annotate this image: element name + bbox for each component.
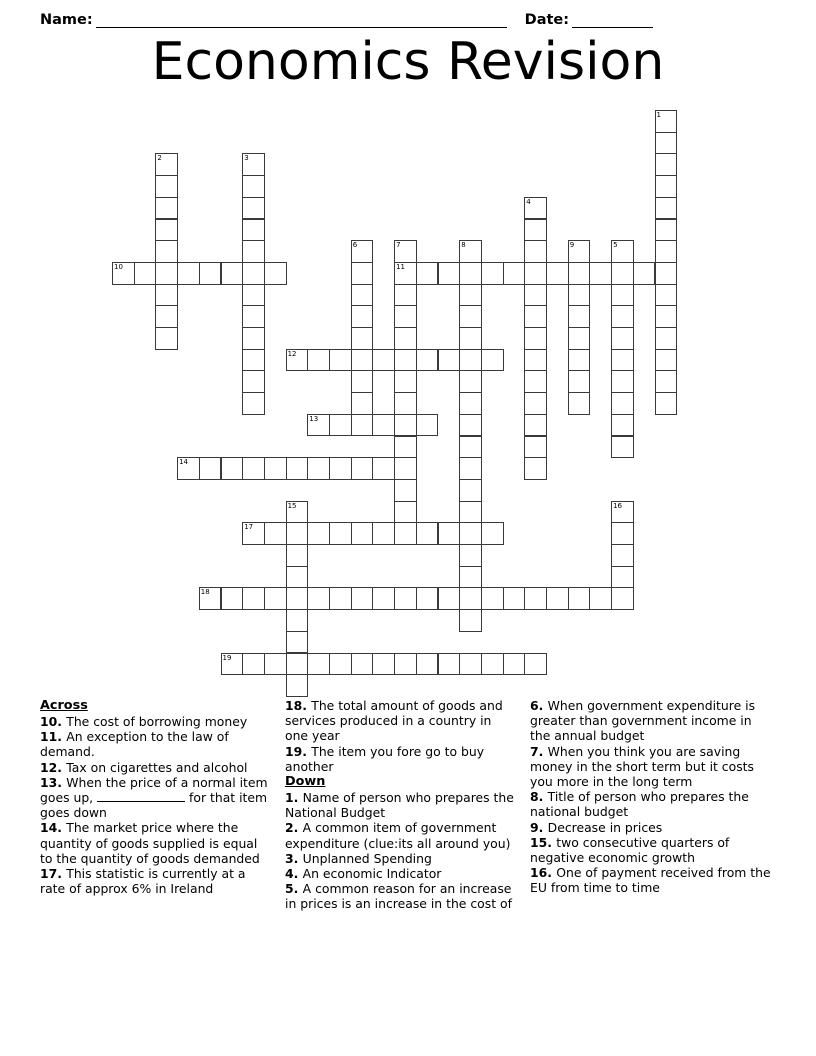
- clue-text: An economic Indicator: [302, 866, 442, 882]
- crossword-cell[interactable]: [655, 284, 678, 307]
- date-label: Date:: [524, 12, 570, 28]
- clue-number: 2.: [285, 820, 303, 836]
- crossword-cell[interactable]: [611, 327, 634, 350]
- crossword-cell[interactable]: [242, 219, 265, 242]
- clue-number: 5.: [285, 881, 303, 897]
- cell-number: 4: [526, 197, 531, 206]
- crossword-cell[interactable]: [459, 479, 482, 502]
- cell-number: 12: [287, 349, 297, 358]
- clue-item: [285, 820, 517, 850]
- crossword-cell[interactable]: [611, 284, 634, 307]
- clue-number: 11.: [40, 729, 67, 745]
- crossword-cell[interactable]: [394, 457, 417, 480]
- crossword-cell[interactable]: [481, 262, 504, 285]
- crossword-cell[interactable]: [524, 327, 547, 350]
- clue-item: [530, 835, 772, 865]
- crossword-cell[interactable]: [286, 501, 309, 524]
- down-heading: Down: [285, 774, 326, 790]
- clues-column-2: [285, 698, 525, 998]
- crossword-cell[interactable]: [351, 522, 374, 545]
- crossword-cell[interactable]: [264, 653, 287, 676]
- crossword-cell[interactable]: [221, 653, 244, 676]
- crossword-cell[interactable]: [655, 370, 678, 393]
- clue-text: Decrease in prices: [547, 819, 663, 835]
- crossword-cell[interactable]: [655, 349, 678, 372]
- clue-item: [530, 698, 772, 744]
- clue-number: 8.: [530, 789, 548, 805]
- crossword-cell[interactable]: [242, 653, 265, 676]
- crossword-cell[interactable]: [459, 284, 482, 307]
- crossword-cell[interactable]: [155, 197, 178, 220]
- crossword-cell[interactable]: [155, 240, 178, 263]
- cell-number: 1: [656, 111, 661, 119]
- crossword-cell[interactable]: [242, 392, 265, 415]
- clue-text: Name of person who prepares the National Budget: [285, 790, 514, 821]
- clue-number: 18.: [285, 698, 312, 713]
- crossword-cell[interactable]: [655, 305, 678, 328]
- crossword-cell[interactable]: [221, 457, 244, 480]
- clue-text: A common reason for an increase in prices is an increase in the cost of: [285, 881, 512, 912]
- crossword-cell[interactable]: [524, 240, 547, 263]
- clue-number: 16.: [530, 865, 557, 881]
- crossword-cell[interactable]: [199, 457, 222, 480]
- crossword-cell[interactable]: [416, 349, 439, 372]
- clues-column-1: [40, 698, 280, 998]
- crossword-cell[interactable]: [611, 349, 634, 372]
- crossword-cell[interactable]: [286, 674, 309, 697]
- crossword-cell[interactable]: [524, 284, 547, 307]
- clue-text: When you think you are saving money in the short term but it costs you more in the long term: [530, 743, 754, 790]
- crossword-cell[interactable]: [155, 327, 178, 350]
- crossword-cell[interactable]: [655, 175, 678, 198]
- crossword-cell[interactable]: [307, 653, 330, 676]
- crossword-cell[interactable]: [286, 566, 309, 589]
- cell-number: 7: [396, 241, 401, 250]
- crossword-cell[interactable]: [611, 566, 634, 589]
- crossword-cell[interactable]: [242, 349, 265, 372]
- crossword-cell[interactable]: [307, 414, 330, 437]
- crossword-cell[interactable]: [611, 262, 634, 285]
- crossword-cell[interactable]: [199, 587, 222, 610]
- crossword-cell[interactable]: [242, 305, 265, 328]
- crossword-cell[interactable]: [524, 653, 547, 676]
- clue-text: An exception to the law of demand.: [40, 729, 229, 760]
- crossword-cell[interactable]: [568, 587, 591, 610]
- crossword-cell[interactable]: [286, 544, 309, 567]
- crossword-cell[interactable]: [459, 587, 482, 610]
- clue-text: When the price of a normal item goes up,: [40, 774, 268, 806]
- crossword-cell[interactable]: [242, 153, 265, 176]
- clue-text: Tax on cigarettes and alcohol: [66, 759, 248, 775]
- crossword-cell[interactable]: [394, 436, 417, 459]
- clue-item: [530, 820, 772, 835]
- crossword-cell[interactable]: [611, 370, 634, 393]
- crossword-cell[interactable]: [155, 153, 178, 176]
- clue-item: [40, 866, 272, 896]
- crossword-cell[interactable]: [459, 327, 482, 350]
- crossword-cell[interactable]: [481, 522, 504, 545]
- crossword-cell[interactable]: [524, 305, 547, 328]
- clue-text: The item you fore go to buy another: [285, 743, 485, 774]
- crossword-cell[interactable]: [568, 349, 591, 372]
- cell-number: 19: [222, 653, 232, 662]
- crossword-cell[interactable]: [459, 240, 482, 263]
- clues-column-3: [530, 698, 780, 998]
- clue-item: [40, 714, 272, 729]
- crossword-cell[interactable]: [416, 414, 439, 437]
- cell-number: 15: [287, 501, 297, 510]
- crossword-cell[interactable]: [611, 305, 634, 328]
- crossword-cell[interactable]: [611, 544, 634, 567]
- clues-section: [40, 698, 784, 998]
- crossword-cell[interactable]: [503, 587, 526, 610]
- crossword-cell[interactable]: [568, 240, 591, 263]
- crossword-cell[interactable]: [438, 587, 461, 610]
- crossword-cell[interactable]: [155, 305, 178, 328]
- crossword-cell[interactable]: [546, 587, 569, 610]
- cell-number: 6: [352, 241, 358, 250]
- clue-number: 14.: [40, 820, 67, 836]
- crossword-cell[interactable]: [611, 587, 634, 610]
- clue-item: [40, 729, 272, 759]
- crossword-cell[interactable]: [655, 392, 678, 415]
- clue-item: [40, 760, 272, 775]
- crossword-cell[interactable]: [459, 457, 482, 480]
- clue-text: Unplanned Spending: [302, 850, 432, 866]
- crossword-cell[interactable]: [416, 262, 439, 285]
- crossword-cell[interactable]: [459, 653, 482, 676]
- crossword-cell[interactable]: [611, 240, 634, 263]
- cell-number: 13: [309, 414, 319, 423]
- crossword-cell[interactable]: [655, 197, 678, 220]
- crossword-cell[interactable]: [134, 262, 157, 285]
- crossword-cell[interactable]: [394, 349, 417, 372]
- clue-item: [40, 820, 272, 866]
- crossword-cell[interactable]: [611, 392, 634, 415]
- cell-number: 3: [244, 154, 249, 163]
- cell-number: 17: [244, 523, 254, 532]
- crossword-cell[interactable]: [416, 587, 439, 610]
- crossword-cell[interactable]: [329, 522, 352, 545]
- clue-item: [530, 789, 772, 819]
- across-heading: Across: [40, 698, 88, 713]
- crossword-cell[interactable]: [242, 587, 265, 610]
- crossword-cell[interactable]: [481, 587, 504, 610]
- crossword-cell[interactable]: [286, 587, 309, 610]
- crossword-cell[interactable]: [372, 653, 395, 676]
- clue-item: [285, 744, 517, 774]
- crossword-cell[interactable]: [242, 197, 265, 220]
- crossword-cell[interactable]: [438, 653, 461, 676]
- clue-text: The market price where the quantity of goods supplied is equal to the quantity of goods demanded: [40, 820, 260, 866]
- crossword-cell[interactable]: [524, 436, 547, 459]
- clue-item: [285, 866, 517, 881]
- page-title: Economics Revision: [151, 32, 665, 92]
- crossword-cell[interactable]: [438, 522, 461, 545]
- crossword-cell[interactable]: [264, 262, 287, 285]
- clue-item: [285, 881, 517, 911]
- cell-number: 2: [157, 154, 162, 163]
- crossword-cell[interactable]: [351, 653, 374, 676]
- crossword-cell[interactable]: [351, 262, 374, 285]
- crossword-cell[interactable]: [286, 349, 309, 372]
- crossword-cell[interactable]: [286, 631, 309, 654]
- crossword-cell[interactable]: [351, 587, 374, 610]
- crossword-cell[interactable]: [481, 653, 504, 676]
- crossword-cell[interactable]: [611, 522, 634, 545]
- crossword-cell[interactable]: [655, 262, 678, 285]
- clue-item: [285, 851, 517, 866]
- crossword-cell[interactable]: [307, 457, 330, 480]
- crossword-cell[interactable]: [611, 501, 634, 524]
- crossword-cell[interactable]: [459, 522, 482, 545]
- crossword-cell[interactable]: [372, 457, 395, 480]
- clue-number: 12.: [40, 759, 67, 775]
- crossword-cell[interactable]: [329, 587, 352, 610]
- crossword-cell[interactable]: [633, 262, 656, 285]
- crossword-cell[interactable]: [655, 132, 678, 155]
- cell-number: 5: [613, 241, 618, 250]
- crossword-cell[interactable]: [351, 457, 374, 480]
- clue-item: [285, 698, 517, 744]
- crossword-cell[interactable]: [394, 305, 417, 328]
- crossword-cell[interactable]: [351, 284, 374, 307]
- crossword-cell[interactable]: [438, 262, 461, 285]
- crossword-cell[interactable]: [611, 436, 634, 459]
- crossword-cell[interactable]: [242, 522, 265, 545]
- crossword-cell[interactable]: [481, 349, 504, 372]
- crossword-cell[interactable]: [568, 305, 591, 328]
- crossword-cell[interactable]: [264, 587, 287, 610]
- crossword-cell[interactable]: [546, 262, 569, 285]
- crossword-cell[interactable]: [372, 522, 395, 545]
- crossword-cell[interactable]: [459, 609, 482, 632]
- clue-number: 19.: [285, 743, 312, 759]
- crossword-cell[interactable]: [221, 262, 244, 285]
- crossword-cell[interactable]: [155, 262, 178, 285]
- cell-number: 9: [569, 241, 575, 250]
- crossword-cell[interactable]: [351, 392, 374, 415]
- crossword-cell[interactable]: [307, 349, 330, 372]
- clue-number: 9.: [530, 819, 548, 835]
- cell-number: 10: [114, 262, 123, 271]
- clue-number: 1.: [285, 790, 303, 806]
- crossword-cell[interactable]: [589, 587, 612, 610]
- crossword-cell[interactable]: [459, 566, 482, 589]
- crossword-cell[interactable]: [655, 240, 678, 263]
- crossword-cell[interactable]: [199, 262, 222, 285]
- crossword-cell[interactable]: [459, 414, 482, 437]
- crossword-cell[interactable]: [264, 522, 287, 545]
- crossword-cell[interactable]: [394, 392, 417, 415]
- crossword-cell[interactable]: [351, 414, 374, 437]
- crossword-cell[interactable]: [524, 262, 547, 285]
- clue-text: two consecutive quarters of negative economic growth: [530, 834, 730, 866]
- crossword-cell[interactable]: [286, 522, 309, 545]
- crossword-cell[interactable]: [155, 219, 178, 242]
- crossword-cell[interactable]: [655, 327, 678, 350]
- crossword-cell[interactable]: [155, 175, 178, 198]
- crossword-cell[interactable]: [459, 262, 482, 285]
- crossword-cell[interactable]: [655, 110, 678, 133]
- cell-number: 16: [613, 501, 623, 510]
- clue-number: 17.: [40, 866, 67, 882]
- crossword-cell[interactable]: [568, 370, 591, 393]
- crossword-cell[interactable]: [611, 414, 634, 437]
- crossword-cell[interactable]: [459, 544, 482, 567]
- crossword-cell[interactable]: [329, 414, 352, 437]
- cell-number: 14: [179, 458, 189, 467]
- crossword-cell[interactable]: [286, 457, 309, 480]
- crossword-cell[interactable]: [242, 327, 265, 350]
- crossword-cell[interactable]: [286, 653, 309, 676]
- clue-item: [40, 775, 272, 821]
- clue-item: [285, 790, 517, 820]
- crossword-cell[interactable]: [394, 522, 417, 545]
- crossword-cell[interactable]: [394, 284, 417, 307]
- crossword-cell[interactable]: [242, 284, 265, 307]
- clue-text: Title of person who prepares the national budget: [530, 789, 749, 820]
- clue-item: [530, 744, 772, 790]
- crossword-cell[interactable]: [524, 197, 547, 220]
- crossword-cell[interactable]: [655, 219, 678, 242]
- clue-number: 4.: [285, 866, 303, 882]
- crossword-cell[interactable]: [416, 522, 439, 545]
- crossword-cell[interactable]: [177, 262, 200, 285]
- crossword-cell[interactable]: [351, 240, 374, 263]
- clue-number: 6.: [530, 698, 548, 713]
- clue-text: When government expenditure is greater than government income in the annual budget: [530, 698, 756, 744]
- clue-number: 7.: [530, 743, 548, 759]
- crossword-cell[interactable]: [524, 370, 547, 393]
- crossword-cell[interactable]: [459, 305, 482, 328]
- crossword-cell[interactable]: [242, 370, 265, 393]
- clue-number: 10.: [40, 714, 67, 729]
- clue-item: [530, 865, 772, 895]
- crossword-cell[interactable]: [503, 262, 526, 285]
- crossword-cell[interactable]: [242, 175, 265, 198]
- clue-text: A common item of government expenditure (clue:its all around you): [285, 820, 511, 851]
- crossword-cell[interactable]: [112, 262, 135, 285]
- crossword-cell[interactable]: [307, 587, 330, 610]
- crossword-cell[interactable]: [242, 240, 265, 263]
- crossword-cell[interactable]: [307, 522, 330, 545]
- crossword-cell[interactable]: [242, 262, 265, 285]
- crossword-cell[interactable]: [351, 370, 374, 393]
- crossword-cell[interactable]: [394, 262, 417, 285]
- clue-text: The total amount of goods and services produced in a country in one year: [285, 698, 503, 744]
- crossword-cell[interactable]: [394, 240, 417, 263]
- crossword-cell[interactable]: [221, 587, 244, 610]
- crossword-cell[interactable]: [524, 457, 547, 480]
- clue-text: The cost of borrowing money: [66, 714, 248, 729]
- crossword-cell[interactable]: [524, 349, 547, 372]
- crossword-cell[interactable]: [524, 219, 547, 242]
- crossword-cell[interactable]: [394, 479, 417, 502]
- crossword-cell[interactable]: [286, 609, 309, 632]
- cell-number: 18: [200, 588, 210, 597]
- crossword-cell[interactable]: [394, 327, 417, 350]
- crossword-cell[interactable]: [242, 457, 265, 480]
- clue-text: This statistic is currently at a rate of approx 6% in Ireland: [40, 866, 246, 897]
- crossword-cell[interactable]: [438, 349, 461, 372]
- clue-number: 13.: [40, 774, 67, 790]
- crossword-cell[interactable]: [329, 349, 352, 372]
- crossword-cell[interactable]: [351, 349, 374, 372]
- crossword-cell[interactable]: [568, 392, 591, 415]
- crossword-cell[interactable]: [568, 284, 591, 307]
- crossword-cell[interactable]: [394, 653, 417, 676]
- crossword-cell[interactable]: [372, 414, 395, 437]
- crossword-cell[interactable]: [329, 457, 352, 480]
- crossword-cell[interactable]: [459, 436, 482, 459]
- crossword-cell[interactable]: [264, 457, 287, 480]
- crossword-cell[interactable]: [524, 392, 547, 415]
- cell-number: 11: [396, 262, 406, 271]
- cell-number: 8: [461, 241, 466, 250]
- crossword-cell[interactable]: [177, 457, 200, 480]
- crossword-cell[interactable]: [372, 349, 395, 372]
- crossword-cell[interactable]: [503, 653, 526, 676]
- crossword-cell[interactable]: [394, 370, 417, 393]
- crossword-cell[interactable]: [394, 414, 417, 437]
- clue-number: 15.: [530, 834, 557, 850]
- crossword-cell[interactable]: [394, 501, 417, 524]
- crossword-cell[interactable]: [568, 327, 591, 350]
- crossword-cell[interactable]: [155, 284, 178, 307]
- crossword-cell[interactable]: [589, 262, 612, 285]
- clue-text: One of payment received from the EU from time to time: [530, 865, 771, 896]
- crossword-cell[interactable]: [524, 414, 547, 437]
- crossword-cell[interactable]: [372, 587, 395, 610]
- clue-blank-line: [97, 790, 185, 802]
- crossword-cell[interactable]: [459, 370, 482, 393]
- crossword-cell[interactable]: [459, 392, 482, 415]
- crossword-cell[interactable]: [459, 349, 482, 372]
- crossword-cell[interactable]: [416, 653, 439, 676]
- clue-text: for that item goes down: [40, 790, 268, 821]
- crossword-cell[interactable]: [394, 587, 417, 610]
- crossword-cell[interactable]: [655, 153, 678, 176]
- name-label: Name:: [40, 12, 93, 28]
- crossword-cell[interactable]: [524, 587, 547, 610]
- clue-number: 3.: [285, 850, 303, 866]
- crossword-cell[interactable]: [459, 501, 482, 524]
- crossword-cell[interactable]: [351, 305, 374, 328]
- crossword-cell[interactable]: [568, 262, 591, 285]
- crossword-cell[interactable]: [351, 327, 374, 350]
- crossword-cell[interactable]: [329, 653, 352, 676]
